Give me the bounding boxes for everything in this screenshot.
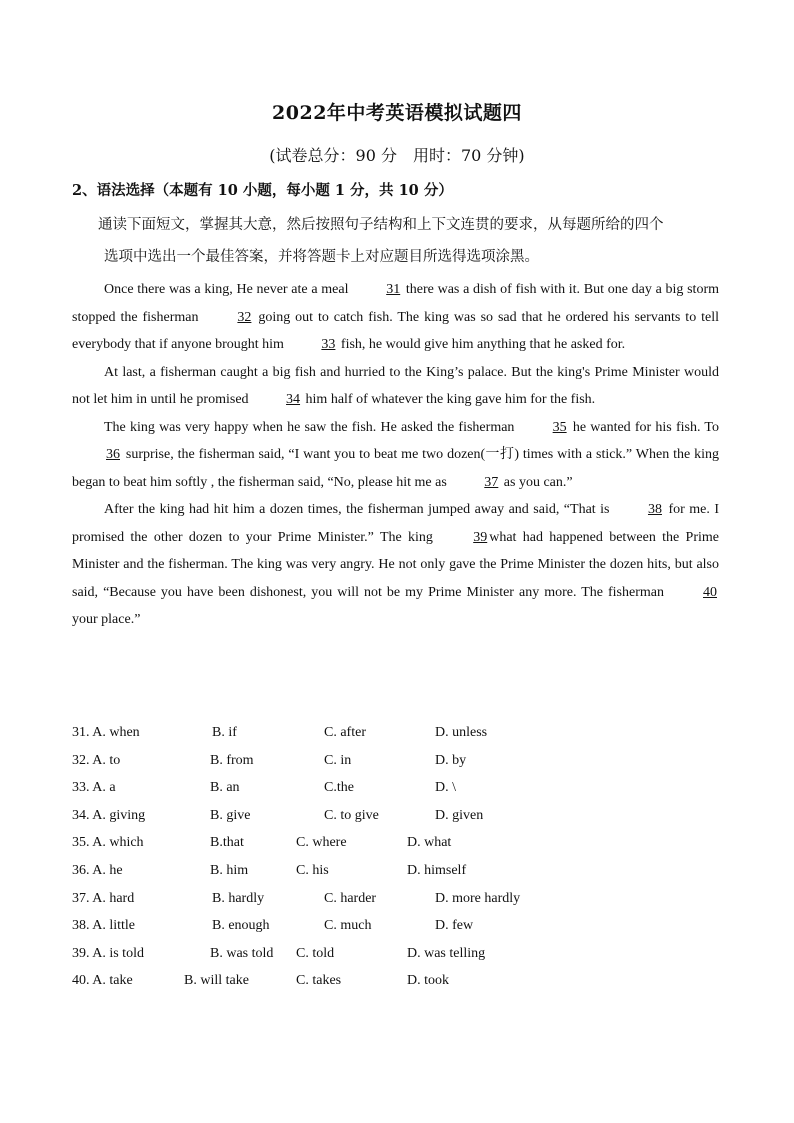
instructions-line-2: 选项中选出一个最佳答案，并将答题卡上对应题目所选得选项涂黑。	[104, 249, 539, 265]
blank-37: 37	[484, 474, 499, 490]
option-d: D. \	[435, 780, 456, 796]
passage-text: The king was very happy when he saw the fish. He asked the fisherman	[104, 419, 519, 435]
section-heading: 2、语法选择（本题有 10 小题，每小题 1 分，共 10 分）	[72, 182, 453, 199]
option-b: B. hardly	[212, 890, 265, 906]
passage-text: as you can.”	[500, 474, 573, 490]
option-c: C. told	[296, 945, 335, 961]
passage-paragraph-1	[72, 276, 719, 359]
option-a: 38. A. little	[72, 918, 135, 934]
question-35	[72, 829, 732, 857]
passage-paragraph-2	[72, 359, 719, 414]
option-c: C. his	[296, 862, 329, 878]
blank-38: 38	[647, 502, 662, 517]
passage-text: there was a dish of fish with it. But one day a big storm stopped the fisherman	[72, 282, 719, 325]
option-d: D. more hardly	[435, 890, 521, 906]
option-a: 32. A. to	[72, 752, 121, 768]
question-40	[72, 967, 732, 995]
blank-39: 39	[473, 529, 488, 545]
option-c: C. harder	[324, 890, 377, 906]
option-a: 36. A. he	[72, 862, 123, 878]
passage-text: him half of whatever the king gave him for the fish.	[302, 392, 596, 407]
option-b: B. if	[212, 725, 237, 740]
option-a: 37. A. hard	[72, 890, 135, 906]
option-d: D. took	[407, 973, 449, 989]
page-title: 2022年中考英语模拟试题四	[272, 102, 522, 124]
blank-36: 36	[106, 447, 120, 462]
option-d: D. himself	[407, 862, 467, 878]
passage-text: what had happened between the Prime Minister and the fisherman. The king was very angry. He not only gave the Prime Minister the dozen hits, but also said, “Because you have been dishonest, you will not be my Prime Minister any more. The fisherman	[72, 529, 719, 600]
option-a: 39. A. is told	[72, 945, 144, 961]
blank-32: 32	[237, 309, 252, 325]
option-b: B. was told	[210, 945, 274, 961]
option-c: C. takes	[296, 973, 342, 989]
reading-passage	[72, 276, 719, 634]
passage-text: going out to catch fish. The king was so sad that he ordered his servants to tell everybody that if anyone brought him	[72, 309, 719, 352]
option-c: C. after	[324, 725, 366, 740]
question-34	[72, 802, 732, 830]
option-b: B.that	[210, 835, 244, 851]
passage-text: Once there was a king, He never ate a meal	[104, 282, 353, 297]
option-d: D. given	[435, 807, 484, 823]
option-b: B. enough	[212, 918, 270, 934]
passage-text: After the king had hit him a dozen times, the fisherman jumped away and said, “That is	[104, 502, 614, 517]
passage-text: fish, he would give him anything that he asked for.	[337, 337, 626, 352]
option-a: 40. A. take	[72, 973, 133, 989]
option-b: B. from	[210, 752, 254, 768]
blank-33: 33	[321, 337, 336, 352]
question-32	[72, 747, 732, 775]
exam-info: (试卷总分：90 分 用时：70 分钟)	[269, 146, 525, 165]
blank-31: 31	[386, 282, 401, 297]
option-b: B. give	[210, 807, 251, 823]
option-d: D. few	[435, 918, 474, 934]
blank-40: 40	[703, 584, 717, 600]
option-c: C.the	[324, 780, 354, 796]
instructions-line-1: 通读下面短文，掌握其大意，然后按照句子结构和上下文连贯的要求，从每题所给的四个	[98, 217, 664, 233]
question-31	[72, 719, 732, 747]
question-33	[72, 774, 732, 802]
option-a: 34. A. giving	[72, 807, 146, 823]
option-a: 31. A. when	[72, 725, 140, 740]
question-38	[72, 912, 732, 940]
question-37	[72, 885, 732, 913]
blank-35: 35	[552, 419, 567, 435]
question-36	[72, 857, 732, 885]
option-d: D. was telling	[407, 945, 486, 961]
option-c: C. where	[296, 835, 347, 851]
option-b: B. him	[210, 862, 249, 878]
option-c: C. in	[324, 752, 352, 768]
option-d: D. by	[435, 752, 467, 768]
passage-text: your place.”	[72, 612, 141, 627]
option-c: C. much	[324, 918, 372, 934]
passage-text: At last, a fisherman caught a big fish and hurried to the King’s palace. But the king's Prime Minister would not let him in until he promised	[72, 364, 719, 407]
option-a: 35. A. which	[72, 835, 144, 851]
blank-34: 34	[286, 392, 301, 407]
option-c: C. to give	[324, 807, 379, 823]
passage-paragraph-4	[72, 496, 719, 634]
question-39	[72, 940, 732, 968]
option-d: D. what	[407, 835, 452, 851]
option-d: D. unless	[435, 725, 488, 740]
option-b: B. an	[210, 780, 240, 796]
instructions	[72, 209, 732, 273]
answer-options	[72, 719, 732, 995]
option-a: 33. A. a	[72, 780, 116, 796]
passage-text: surprise, the fisherman said, “I want you to beat me two dozen(一打) times with a stick.” When the king began to beat him softly , the fisherman said, “No, please hit me as	[72, 447, 719, 490]
option-b: B. will take	[184, 973, 249, 989]
passage-text: for me. I promised the other dozen to your Prime Minister.” The king	[72, 502, 719, 545]
passage-paragraph-3	[72, 414, 719, 497]
passage-text: he wanted for his fish. To	[568, 419, 719, 435]
